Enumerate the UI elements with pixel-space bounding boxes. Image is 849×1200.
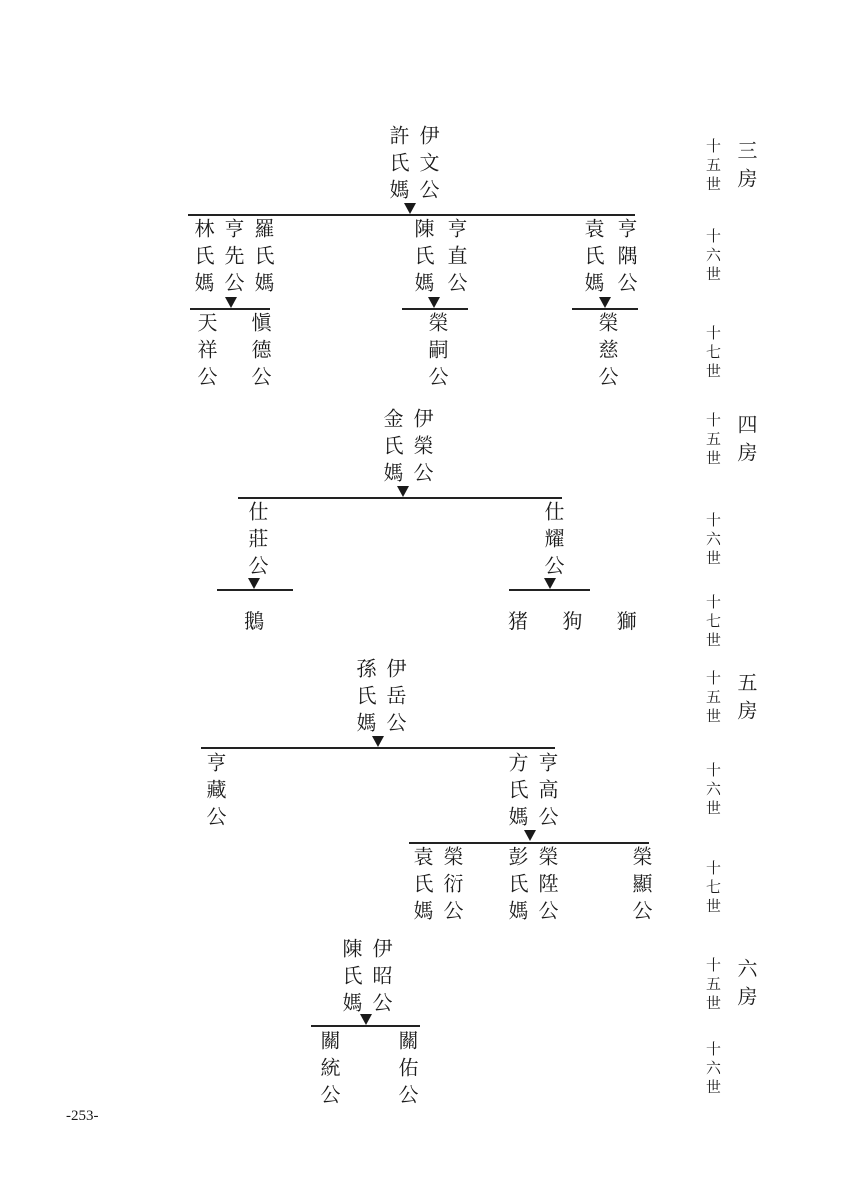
b5-gc3: 榮顯公 [629,846,653,927]
gen-label-17: 十七世 [704,594,722,651]
b4-gc2: 猪 狗 獅 [508,609,651,633]
b5-gen17-line [409,842,649,844]
descent-arrow [599,297,611,308]
descent-arrow [225,297,237,308]
b5-gc1-wife: 袁氏媽 [410,846,434,927]
b3-gc4: 榮慈公 [595,312,619,393]
b3-c1-line [190,308,270,310]
b3-gen16-line [188,214,635,216]
b3-c1-husband: 亨先公 [221,218,245,299]
branch-label-3: 三房 [734,140,758,196]
b3-c1-wife2: 林氏媽 [191,218,215,299]
branch-label-6: 六房 [734,958,758,1014]
b5-c2-husband: 亨高公 [535,752,559,833]
b6-root-wife: 陳氏媽 [339,938,363,1019]
b4-c1-line [217,589,293,591]
b3-gc3: 榮嗣公 [425,312,449,393]
b5-gc2-wife: 彭氏媽 [505,846,529,927]
b4-gc1: 鵝 [244,609,278,633]
b4-c2: 仕耀公 [541,501,565,582]
b4-c2-line [509,589,590,591]
b6-root-husband: 伊昭公 [369,938,393,1019]
b5-root-wife: 孫氏媽 [353,658,377,739]
b5-gen16-line [201,747,555,749]
b3-c3-line [572,308,638,310]
branch-label-4: 四房 [734,414,758,470]
gen-label-16: 十六世 [704,762,722,819]
descent-arrow [248,578,260,589]
b6-c1: 關統公 [317,1030,341,1111]
b4-root-husband: 伊榮公 [410,408,434,489]
b3-c2-wife: 陳氏媽 [411,218,435,299]
descent-arrow [397,486,409,497]
gen-label-15: 十五世 [704,138,722,195]
b5-c2-wife: 方氏媽 [505,752,529,833]
descent-arrow [360,1014,372,1025]
gen-label-15: 十五世 [704,957,722,1014]
gen-label-15: 十五世 [704,412,722,469]
gen-label-16: 十六世 [704,1041,722,1098]
b3-c1-wife1: 羅氏媽 [251,218,275,299]
descent-arrow [524,830,536,841]
page-number: -253- [66,1108,99,1124]
descent-arrow [428,297,440,308]
descent-arrow [404,203,416,214]
b3-root-husband: 伊文公 [416,125,440,206]
gen-label-16: 十六世 [704,228,722,285]
gen-label-15: 十五世 [704,670,722,727]
descent-arrow [544,578,556,589]
gen-label-17: 十七世 [704,325,722,382]
gen-label-16: 十六世 [704,512,722,569]
b4-c1: 仕莊公 [245,501,269,582]
b4-gen16-line [238,497,562,499]
b5-root-husband: 伊岳公 [383,658,407,739]
b3-c3-wife: 袁氏媽 [581,218,605,299]
b3-c3-husband: 亨隅公 [614,218,638,299]
b5-c1: 亨藏公 [203,752,227,833]
gen-label-17: 十七世 [704,860,722,917]
b3-c2-line [402,308,468,310]
descent-arrow [372,736,384,747]
b4-root-wife: 金氏媽 [380,408,404,489]
b5-gc1-husband: 榮衍公 [440,846,464,927]
branch-label-5: 五房 [734,672,758,728]
b3-root-wife: 許氏媽 [386,125,410,206]
b3-gc2: 天祥公 [194,312,218,393]
b3-c2-husband: 亨直公 [444,218,468,299]
b6-c2: 關佑公 [395,1030,419,1111]
b5-gc2-husband: 榮陞公 [535,846,559,927]
b6-gen16-line [311,1025,420,1027]
b3-gc1: 愼德公 [248,312,272,393]
